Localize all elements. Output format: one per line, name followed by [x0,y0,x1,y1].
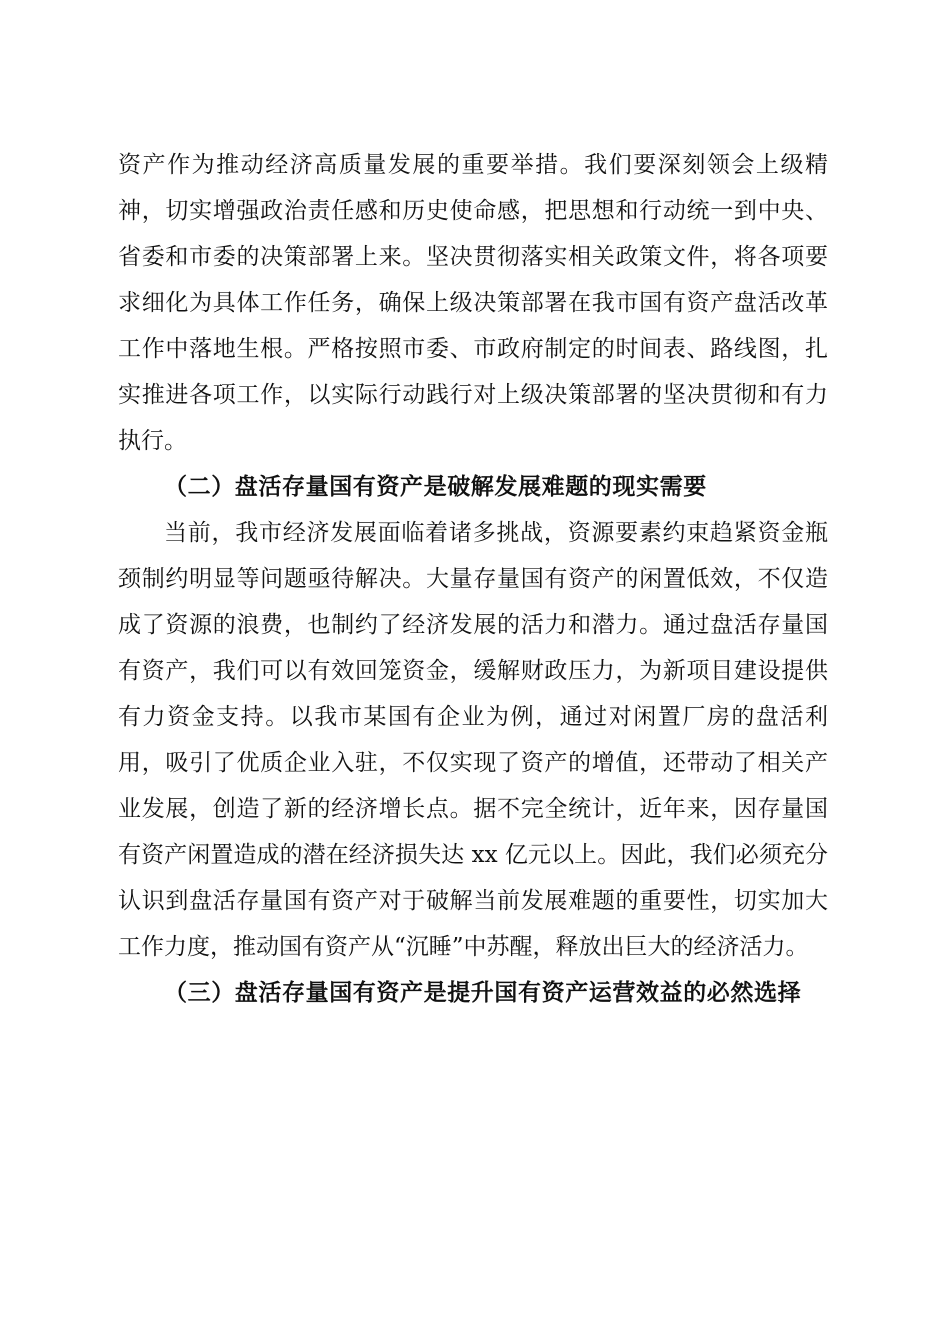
paragraph-section-2: 当前，我市经济发展面临着诸多挑战，资源要素约束趋紧资金瓶颈制约明显等问题亟待解决。大量存量国有资产的闲置低效，不仅造成了资源的浪费，也制约了经济发展的活力和潜力。通过盘活存量国有资产，我们可以有效回笼资金，缓解财政压力，为新项目建设提供有力资金支持。以我市某国有企业为例，通过对闲置厂房的盘活利用，吸引了优质企业入驻，不仅实现了资产的增值，还带动了相关产业发展，创造了新的经济增长点。据不完全统计，近年来，因存量国有资产闲置造成的潜在经济损失达 xx 亿元以上。因此，我们必须充分认识到盘活存量国有资产对于破解当前发展难题的重要性，切实加大工作力度，推动国有资产从“沉睡”中苏醒，释放出巨大的经济活力。 [118,520,828,960]
document-page [118,142,828,1016]
paragraph-continued: 资产作为推动经济高质量发展的重要举措。我们要深刻领会上级精神，切实增强政治责任感和历史使命感，把思想和行动统一到中央、省委和市委的决策部署上来。坚决贯彻落实相关政策文件，将各项要求细化为具体工作任务，确保上级决策部署在我市国有资产盘活改革工作中落地生根。严格按照市委、市政府制定的时间表、路线图，扎实推进各项工作，以实际行动践行对上级决策部署的坚决贯彻和有力执行。 [118,152,828,454]
section-heading-2: （二）盘活存量国有资产是破解发展难题的现实需要 [164,474,707,500]
section-heading-3: （三）盘活存量国有资产是提升国有资产运营效益的必然选择 [164,980,802,1006]
